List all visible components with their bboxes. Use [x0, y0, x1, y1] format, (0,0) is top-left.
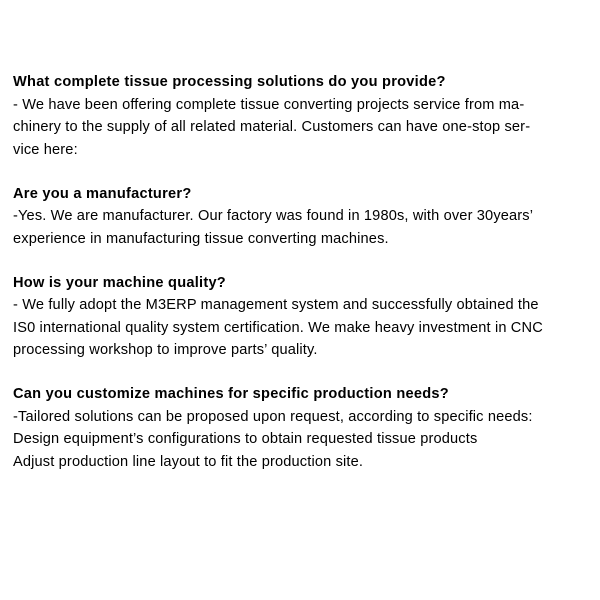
answer-line: experience in manufacturing tissue converting machines.: [13, 230, 389, 247]
faq-answer: [13, 406, 591, 474]
answer-line: Adjust production line layout to fit the production site.: [13, 453, 364, 470]
answer-line: IS0 international quality system certification. We make heavy investment in CNC: [13, 319, 543, 336]
answer-line: -Yes. We are manufacturer. Our factory was found in 1980s, with over 30years’: [13, 208, 534, 224]
answer-line: Design equipment’s configurations to obtain requested tissue products: [13, 431, 478, 447]
faq-item-solutions: [13, 71, 591, 161]
faq-answer: [13, 294, 591, 362]
faq-question: Are you a manufacturer?: [13, 185, 192, 202]
faq-answer: [13, 94, 591, 162]
faq-item-customize: [13, 383, 591, 473]
faq-answer: [13, 205, 591, 250]
faq-question: What complete tissue processing solutions do you provide?: [13, 74, 446, 90]
faq-question: Can you customize machines for specific production needs?: [13, 386, 449, 402]
answer-line: - We have been offering complete tissue converting projects service from ma-: [13, 96, 525, 113]
faq-item-quality: [13, 272, 591, 362]
faq-section: [13, 71, 591, 495]
answer-line: chinery to the supply of all related material. Customers can have one-stop ser-: [13, 119, 531, 135]
answer-line: processing workshop to improve parts’ quality.: [13, 342, 318, 358]
faq-question: How is your machine quality?: [13, 274, 226, 291]
answer-line: -Tailored solutions can be proposed upon request, according to specific needs:: [13, 408, 533, 425]
answer-line: vice here:: [13, 141, 78, 158]
faq-item-manufacturer: [13, 183, 591, 251]
answer-line: - We fully adopt the M3ERP management system and successfully obtained the: [13, 297, 539, 313]
